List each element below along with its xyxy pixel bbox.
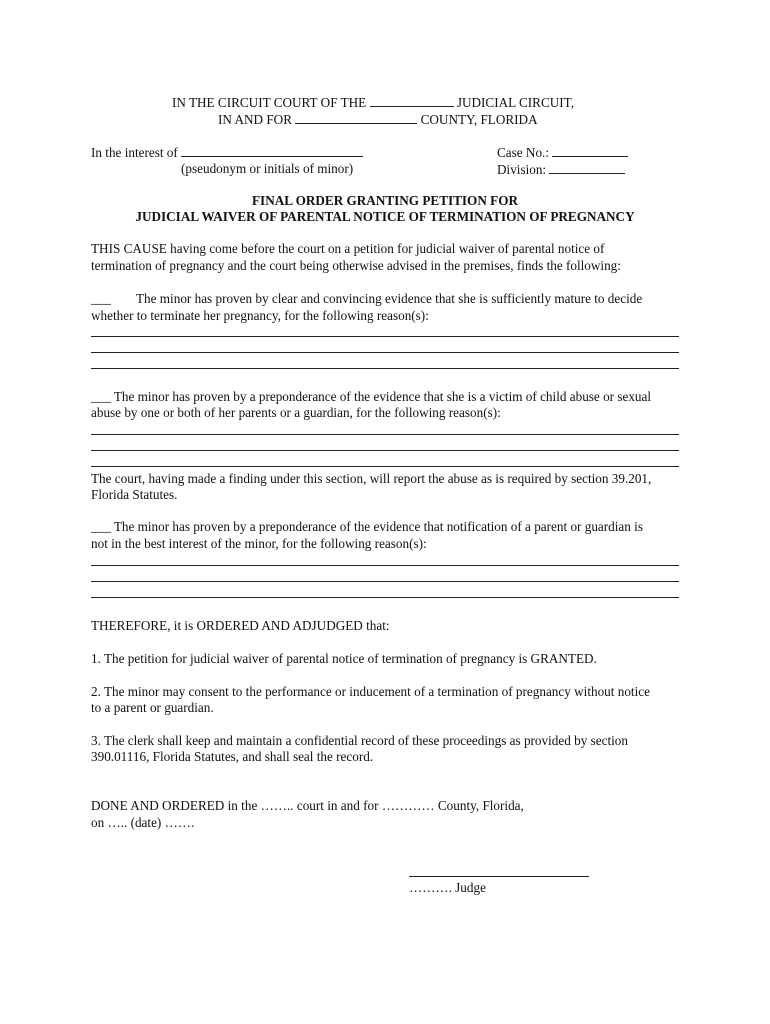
finding1-line-1: The minor has proven by clear and convincing evidence that she is sufficiently mature to decide [136,291,643,306]
division-line [497,161,625,178]
intro-line-2: termination of pregnancy and the court being otherwise advised in the premises, finds the following: [91,258,621,273]
order-item-3-line-2: 390.01116, Florida Statutes, and shall seal the record. [91,749,374,764]
finding3-reason-line-2 [91,581,679,582]
finding2-line-1: ___ The minor has proven by a preponderance of the evidence that she is a victim of child abuse or sexual [91,389,652,404]
finding3-line-2: not in the best interest of the minor, for the following reason(s): [91,536,427,551]
finding3-line-1: ___ The minor has proven by a preponderance of the evidence that notification of a parent or guardian is [91,519,643,534]
court-header-line-1 [172,94,574,111]
interest-label: In the interest of [91,145,178,160]
order-item-1: 1. The petition for judicial waiver of parental notice of termination of pregnancy is GRANTED. [91,651,597,666]
court-header-text-a: IN THE CIRCUIT COURT OF THE [172,95,367,110]
order-item-2-line-2: to a parent or guardian. [91,700,214,715]
division-label: Division: [497,162,547,177]
circuit-blank [370,94,454,107]
report-line-1: The court, having made a finding under this section, will report the abuse as is required by section 39.201, [91,471,652,486]
finding1-checkbox-blank: ___ [91,291,111,306]
finding2-reason-line-1 [91,434,679,435]
pseudonym-note: (pseudonym or initials of minor) [181,161,354,176]
case-no-blank [552,144,628,157]
finding1-reason-line-3 [91,368,679,369]
case-no-label: Case No.: [497,145,550,160]
court-header-line-2 [218,111,538,128]
case-no-line [497,144,628,161]
county-prefix: IN AND FOR [218,112,293,127]
finding2-reason-line-3 [91,466,679,467]
finding3-reason-line-1 [91,565,679,566]
order-item-2-line-1: 2. The minor may consent to the performance or inducement of a termination of pregnancy without notice [91,684,650,699]
finding2-reason-line-2 [91,450,679,451]
title-line-1: FINAL ORDER GRANTING PETITION FOR [252,193,518,208]
judge-label: ………. Judge [409,880,486,895]
report-line-2: Florida Statutes. [91,487,178,502]
title-line-2: JUDICIAL WAIVER OF PARENTAL NOTICE OF TERMINATION OF PREGNANCY [135,209,635,224]
county-suffix: COUNTY, FLORIDA [420,112,538,127]
done-ordered-line-1: DONE AND ORDERED in the …….. court in and for ………… County, Florida, [91,798,524,813]
finding3-reason-line-3 [91,597,679,598]
finding1-reason-line-2 [91,352,679,353]
county-blank [295,111,417,124]
therefore-line: THEREFORE, it is ORDERED AND ADJUDGED that: [91,618,390,633]
court-header-text-b: JUDICIAL CIRCUIT, [456,95,575,110]
finding2-line-2: abuse by one or both of her parents or a guardian, for the following reason(s): [91,405,501,420]
minor-name-blank [181,144,363,157]
finding1-reason-line-1 [91,336,679,337]
interest-line [91,144,363,161]
judge-signature-line [409,876,589,877]
finding1-line-2: whether to terminate her pregnancy, for the following reason(s): [91,308,429,323]
order-item-3-line-1: 3. The clerk shall keep and maintain a confidential record of these proceedings as provided by section [91,733,628,748]
done-ordered-line-2: on ….. (date) ……. [91,815,195,830]
intro-line-1: THIS CAUSE having come before the court on a petition for judicial waiver of parental notice of [91,241,605,256]
division-blank [549,161,625,174]
